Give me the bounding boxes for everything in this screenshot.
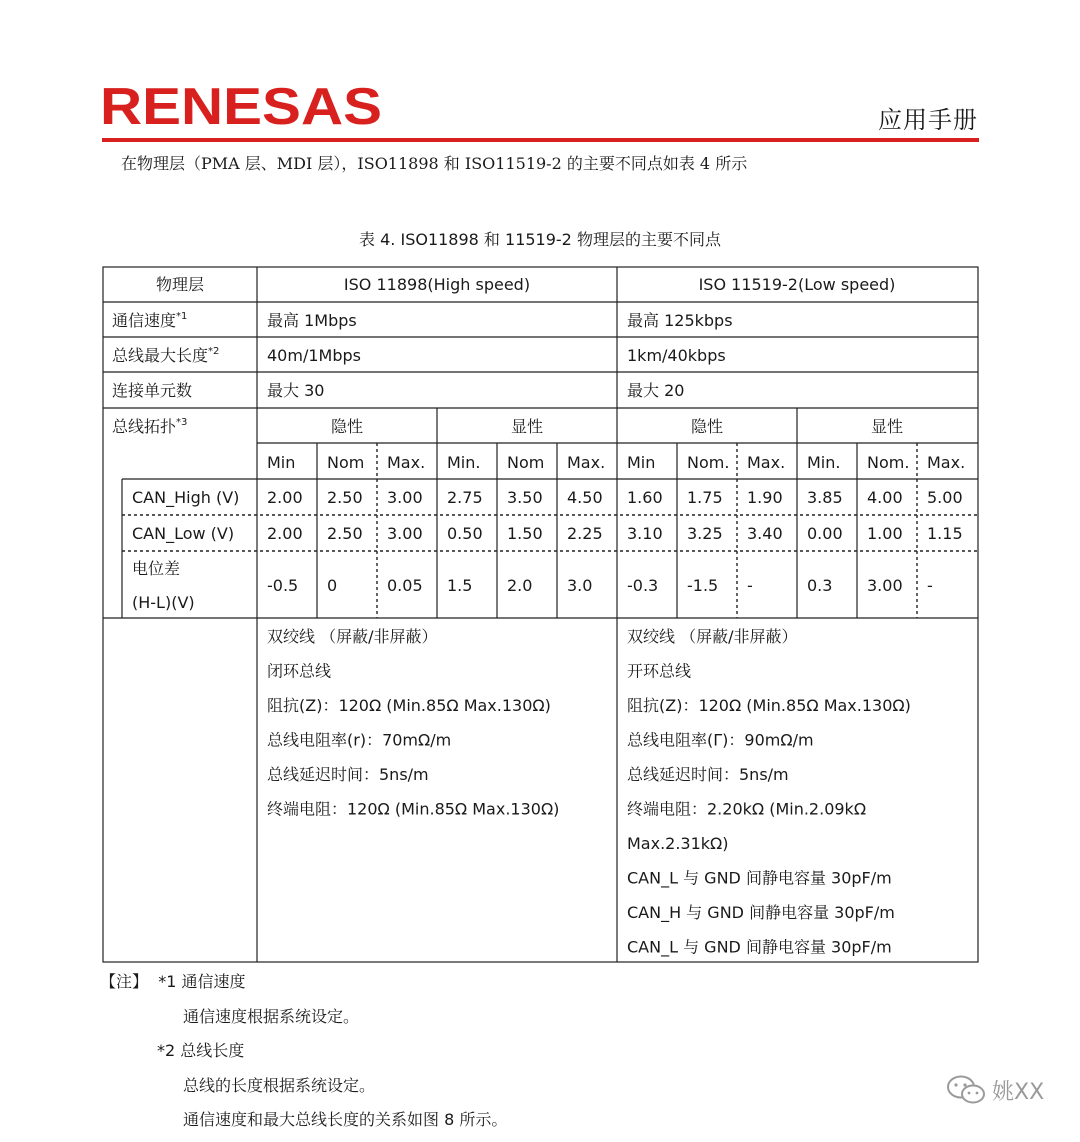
cable-low-line: CAN_L 与 GND 间静电容量 30pF/m bbox=[627, 937, 892, 957]
notes-lead: 【注】 bbox=[100, 972, 149, 991]
note-1-body: 通信速度根据系统设定。 bbox=[183, 1006, 360, 1026]
row-label-speed: 通信速度$^{*1}$ bbox=[112, 311, 188, 330]
cable-low-line: 开环总线 bbox=[627, 661, 692, 681]
subheader-row bbox=[267, 453, 965, 472]
cable-spec-high bbox=[267, 627, 559, 819]
row-label-topology: 总线拓扑$^{*3}$ bbox=[112, 417, 188, 436]
cable-low-line: Max.2.31kΩ) bbox=[627, 834, 729, 853]
note-1-heading: *1 通信速度 bbox=[158, 972, 246, 991]
can-high-value: 4.00 bbox=[867, 488, 903, 507]
can-low-value: 2.25 bbox=[567, 524, 603, 543]
cable-high-line: 总线延迟时间：5ns/m bbox=[267, 765, 429, 784]
can-high-value: 3.50 bbox=[507, 488, 543, 507]
speed-high: 最高 1Mbps bbox=[267, 311, 357, 330]
length-high: 40m/1Mbps bbox=[267, 346, 361, 365]
can-low-value: 0.00 bbox=[807, 524, 843, 543]
cable-low-line: 终端电阻：2.20kΩ (Min.2.09kΩ bbox=[627, 799, 867, 819]
can-high-value: 2.00 bbox=[267, 488, 303, 507]
can-high-value: 2.75 bbox=[447, 488, 483, 507]
cable-high-line: 双绞线 （屏蔽/非屏蔽） bbox=[267, 627, 438, 646]
can-high-label: CAN_High (V) bbox=[132, 488, 240, 507]
diff-value: 1.5 bbox=[447, 576, 473, 595]
wechat-icon bbox=[946, 1074, 986, 1106]
diff-value: 0 bbox=[327, 576, 338, 595]
note-2-title: *2 总线长度 bbox=[157, 1041, 245, 1060]
cable-low-line: CAN_H 与 GND 间静电容量 30pF/m bbox=[627, 903, 895, 922]
can-high-value: 4.50 bbox=[567, 488, 603, 507]
can-low-value: 0.50 bbox=[447, 524, 483, 543]
subheader-cell: Max. bbox=[927, 453, 966, 472]
group-recessive-low: 隐性 bbox=[690, 417, 724, 436]
can-low-value: 1.50 bbox=[507, 524, 543, 543]
cable-high-line: 阻抗(Z)：120Ω (Min.85Ω Max.130Ω) bbox=[267, 696, 551, 715]
units-low: 最大 20 bbox=[627, 381, 685, 400]
watermark-text: 姚XX bbox=[992, 1079, 1045, 1105]
group-dominant-high: 显性 bbox=[510, 417, 544, 436]
diff-label-1: 电位差 bbox=[132, 559, 181, 578]
length-low: 1km/40kbps bbox=[627, 346, 726, 365]
subheader-cell: Min. bbox=[447, 453, 481, 472]
row-label-length: 总线最大长度$^{*2}$ bbox=[112, 346, 220, 365]
intro-paragraph: 在物理层（PMA 层、MDI 层），ISO11898 和 ISO11519-2 的主要不同点如表 4 所示 bbox=[121, 154, 748, 173]
can-low-value: 2.50 bbox=[327, 524, 363, 543]
can-high-value: 1.60 bbox=[627, 488, 663, 507]
note-2-body-1: 总线的长度根据系统设定。 bbox=[183, 1075, 376, 1095]
group-recessive-high: 隐性 bbox=[330, 417, 364, 436]
diff-row bbox=[132, 559, 933, 612]
can-low-value: 3.40 bbox=[747, 524, 783, 543]
cable-high-line: 总线电阻率(r)：70mΩ/m bbox=[267, 730, 452, 750]
diff-label-2: (H-L)(V) bbox=[132, 593, 195, 612]
diff-value: 0.05 bbox=[387, 576, 423, 595]
subheader-cell: Nom. bbox=[687, 453, 730, 472]
table-dashed-lines bbox=[122, 443, 978, 618]
subheader-cell: Nom. bbox=[867, 453, 910, 472]
note-1-title bbox=[100, 965, 507, 1000]
subheader-cell: Min bbox=[267, 453, 296, 472]
header-cell-layer: 物理层 bbox=[155, 275, 205, 294]
diff-value: - bbox=[927, 576, 933, 595]
subheader-cell: Nom bbox=[327, 453, 365, 472]
diff-value: -1.5 bbox=[687, 576, 719, 595]
can-low-value: 3.10 bbox=[627, 524, 663, 543]
can-low-value: 1.00 bbox=[867, 524, 903, 543]
header-cell-low-speed: ISO 11519-2(Low speed) bbox=[698, 275, 896, 294]
speed-low: 最高 125kbps bbox=[627, 311, 733, 330]
group-dominant-low: 显性 bbox=[870, 417, 904, 436]
notes-section bbox=[100, 965, 507, 1138]
can-high-value: 2.50 bbox=[327, 488, 363, 507]
page-header-title: 应用手册 bbox=[878, 106, 978, 134]
units-high: 最大 30 bbox=[267, 381, 325, 400]
cable-low-line: 阻抗(Z)：120Ω (Min.85Ω Max.130Ω) bbox=[627, 696, 911, 715]
table-grid-lines bbox=[103, 267, 978, 962]
diff-value: -0.5 bbox=[267, 576, 299, 595]
cable-low-line: 总线电阻率(Γ)：90mΩ/m bbox=[627, 730, 814, 750]
subheader-cell: Max. bbox=[567, 453, 606, 472]
diff-value: 2.0 bbox=[507, 576, 533, 595]
can-high-value: 1.75 bbox=[687, 488, 723, 507]
subheader-cell: Min bbox=[627, 453, 656, 472]
can-low-value: 1.15 bbox=[927, 524, 963, 543]
table-caption: 表 4. ISO11898 和 11519-2 物理层的主要不同点 bbox=[359, 230, 721, 249]
subheader-cell: Min. bbox=[807, 453, 841, 472]
can-low-value: 2.00 bbox=[267, 524, 303, 543]
can-high-value: 3.00 bbox=[387, 488, 423, 507]
subheader-cell: Max. bbox=[387, 453, 426, 472]
subheader-cell: Max. bbox=[747, 453, 786, 472]
cable-spec-low bbox=[627, 627, 911, 958]
can-low-value: 3.25 bbox=[687, 524, 723, 543]
can-high-value: 5.00 bbox=[927, 488, 963, 507]
row-label-units: 连接单元数 bbox=[112, 381, 193, 400]
can-low-value: 3.00 bbox=[387, 524, 423, 543]
header-cell-high-speed: ISO 11898(High speed) bbox=[343, 275, 531, 294]
subheader-cell: Nom bbox=[507, 453, 545, 472]
cable-high-line: 终端电阻：120Ω (Min.85Ω Max.130Ω) bbox=[267, 799, 560, 819]
watermark bbox=[946, 1074, 1044, 1106]
note-2-body-2: 通信速度和最大总线长度的关系如图 8 所示。 bbox=[183, 1110, 508, 1129]
cable-low-line: CAN_L 与 GND 间静电容量 30pF/m bbox=[627, 868, 892, 888]
diff-value: 3.00 bbox=[867, 576, 903, 595]
can-low-label: CAN_Low (V) bbox=[132, 524, 235, 543]
cable-high-line: 闭环总线 bbox=[267, 661, 332, 681]
can-high-value: 3.85 bbox=[807, 488, 843, 507]
cable-low-line: 双绞线 （屏蔽/非屏蔽） bbox=[627, 627, 798, 646]
diff-value: -0.3 bbox=[627, 576, 659, 595]
cable-low-line: 总线延迟时间：5ns/m bbox=[627, 765, 789, 784]
diff-value: - bbox=[747, 576, 753, 595]
diff-value: 3.0 bbox=[567, 576, 593, 595]
svg-text:RENESAS: RENESAS bbox=[100, 78, 382, 134]
can-high-value: 1.90 bbox=[747, 488, 783, 507]
diff-value: 0.3 bbox=[807, 576, 833, 595]
